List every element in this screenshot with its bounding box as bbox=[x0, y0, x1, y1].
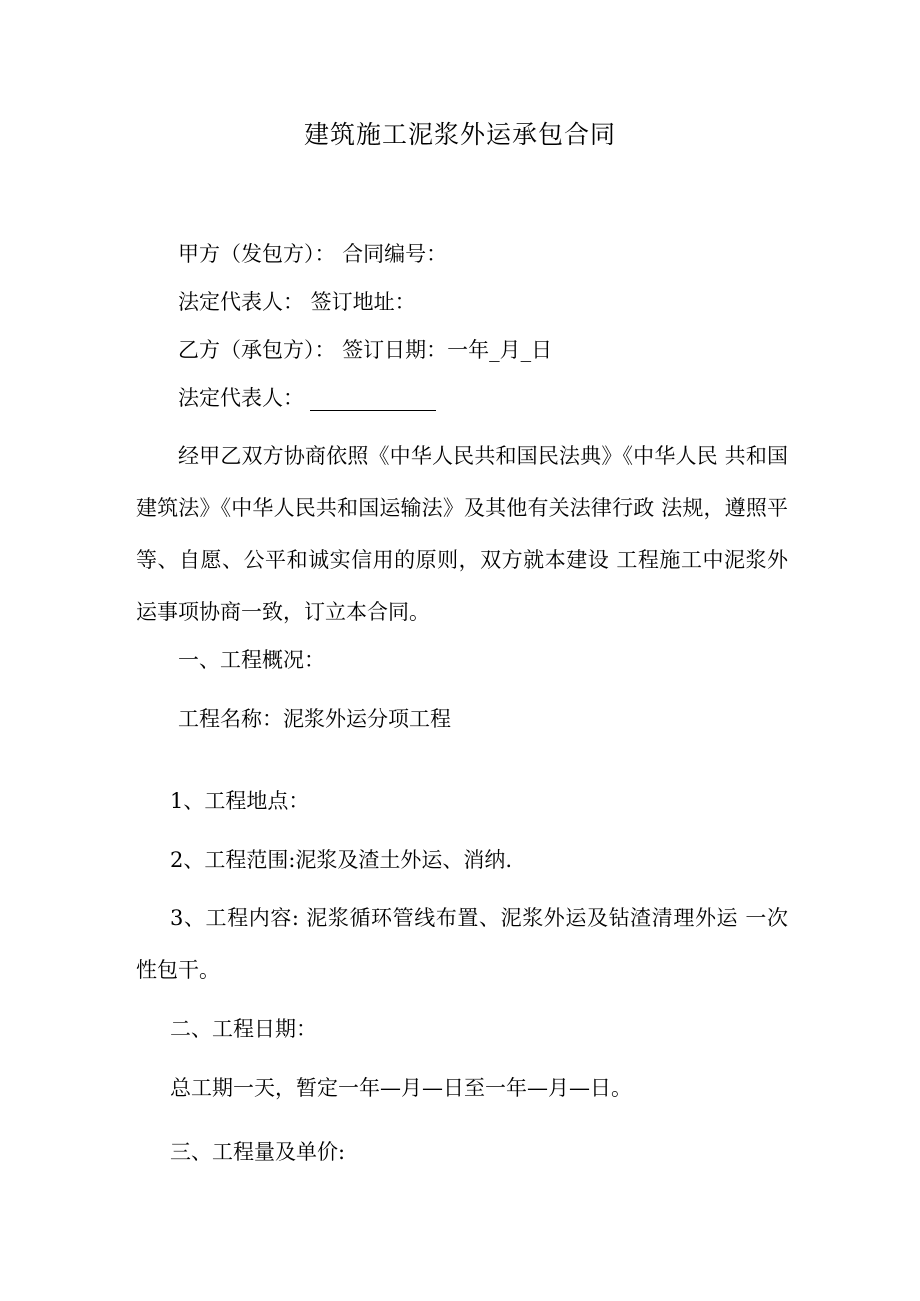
section-3-heading: 三、工程量及单价: bbox=[170, 1140, 346, 1164]
duration-line: 总工期一天，暂定一年—月—日至一年—月—日。 bbox=[170, 1076, 632, 1100]
legal-representative-a-line: 法定代表人： 签订地址： bbox=[178, 290, 416, 314]
section-1-heading: 一、工程概况： bbox=[178, 648, 325, 672]
preamble-paragraph: 经甲乙双方协商依照《中华人民共和国民法典》《中华人民 共和国建筑法》《中华人民共和国运输法》及其他有关法律行政 法规，遵照平等、自愿、公平和诚实信用的原则，双方就本建设 工程施工中泥浆外运事项协商一致，订立本合同。 bbox=[136, 444, 788, 624]
party-a-line: 甲方（发包方）： 合同编号： bbox=[178, 242, 448, 266]
item-1-location: 1、工程地点： bbox=[170, 789, 310, 813]
project-name-line: 工程名称：泥浆外运分项工程 bbox=[178, 707, 451, 731]
party-b-line: 乙方（承包方）： 签订日期：一年_月_日 bbox=[178, 338, 553, 362]
legal-representative-b-label: 法定代表人： bbox=[178, 386, 304, 410]
item-3-content: 3、工程内容: 泥浆循环管线布置、泥浆外运及钻渣清理外运 一次性包干。 bbox=[136, 906, 788, 982]
legal-representative-b-line bbox=[178, 385, 436, 411]
signature-blank bbox=[310, 390, 436, 411]
document-title: 建筑施工泥浆外运承包合同 bbox=[303, 120, 616, 149]
item-2-scope: 2、工程范围:泥浆及渣土外运、消纳. bbox=[170, 848, 513, 872]
section-2-heading: 二、工程日期： bbox=[170, 1017, 317, 1041]
